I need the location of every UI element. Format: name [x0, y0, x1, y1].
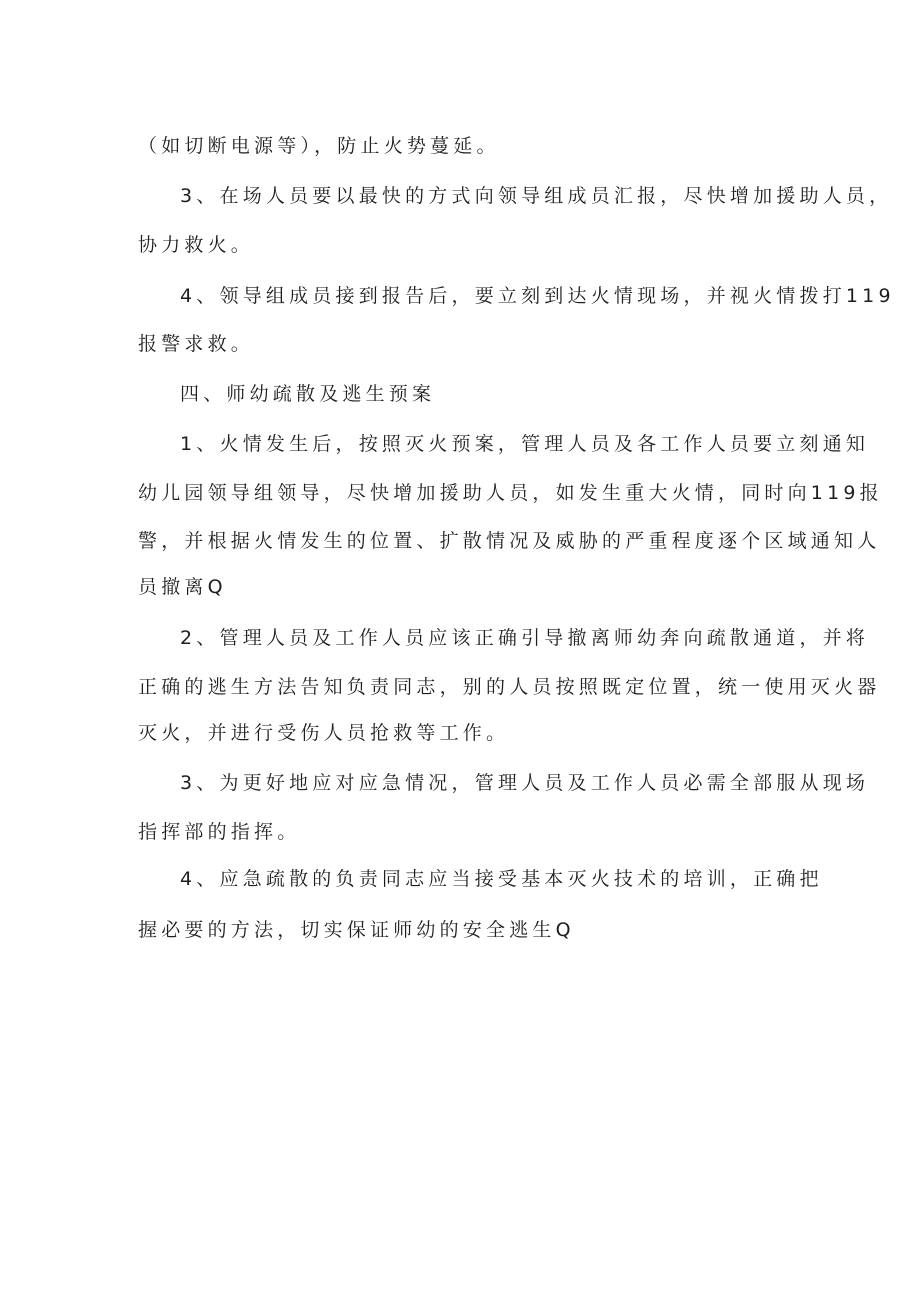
evac-item-1-line-4: 员撤离Q [138, 576, 227, 598]
evac-item-4-line-2: 握必要的方法，切实保证师幼的安全逃生Q [138, 919, 575, 941]
evac-item-1-line-3: 警，并根据火情发生的位置、扩散情况及威胁的严重程度逐个区域通知人 [138, 530, 881, 552]
evac-item-2-line-3: 灭火，并进行受伤人员抢救等工作。 [138, 722, 510, 744]
evac-item-1-line-1: 1、火情发生后，按照灭火预案，管理人员及各工作人员要立刻通知 [180, 433, 870, 455]
evac-item-1-line-2: 幼儿园领导组领导，尽快增加援助人员，如发生重大火情，同时向119报 [138, 482, 883, 504]
fire-item-4-line-2: 报警求救。 [138, 333, 255, 355]
evac-item-3-line-2: 指挥部的指挥。 [138, 821, 301, 843]
evac-item-3-line-1: 3、为更好地应对应急情况，管理人员及工作人员必需全部服从现场 [180, 772, 870, 794]
paragraph-continuation-line: （如切断电源等），防止火势蔓延。 [138, 135, 500, 157]
evac-item-4-line-1: 4、应急疏散的负责同志应当接受基本灭火技术的培训，正确把 [180, 868, 823, 890]
evac-item-2-line-2: 正确的逃生方法告知负责同志，别的人员按照既定位置，统一使用灭火器 [138, 676, 881, 698]
fire-item-3-line-2: 协力救火。 [138, 234, 255, 256]
fire-item-4-line-1: 4、领导组成员接到报告后，要立刻到达火情现场，并视火情拨打119 [180, 285, 895, 307]
fire-item-3-line-1: 3、在场人员要以最快的方式向领导组成员汇报，尽快增加援助人员， [180, 185, 893, 207]
section-heading-evacuation: 四、师幼疏散及逃生预案 [180, 383, 436, 405]
evac-item-2-line-1: 2、管理人员及工作人员应该正确引导撤离师幼奔向疏散通道，并将 [180, 627, 870, 649]
